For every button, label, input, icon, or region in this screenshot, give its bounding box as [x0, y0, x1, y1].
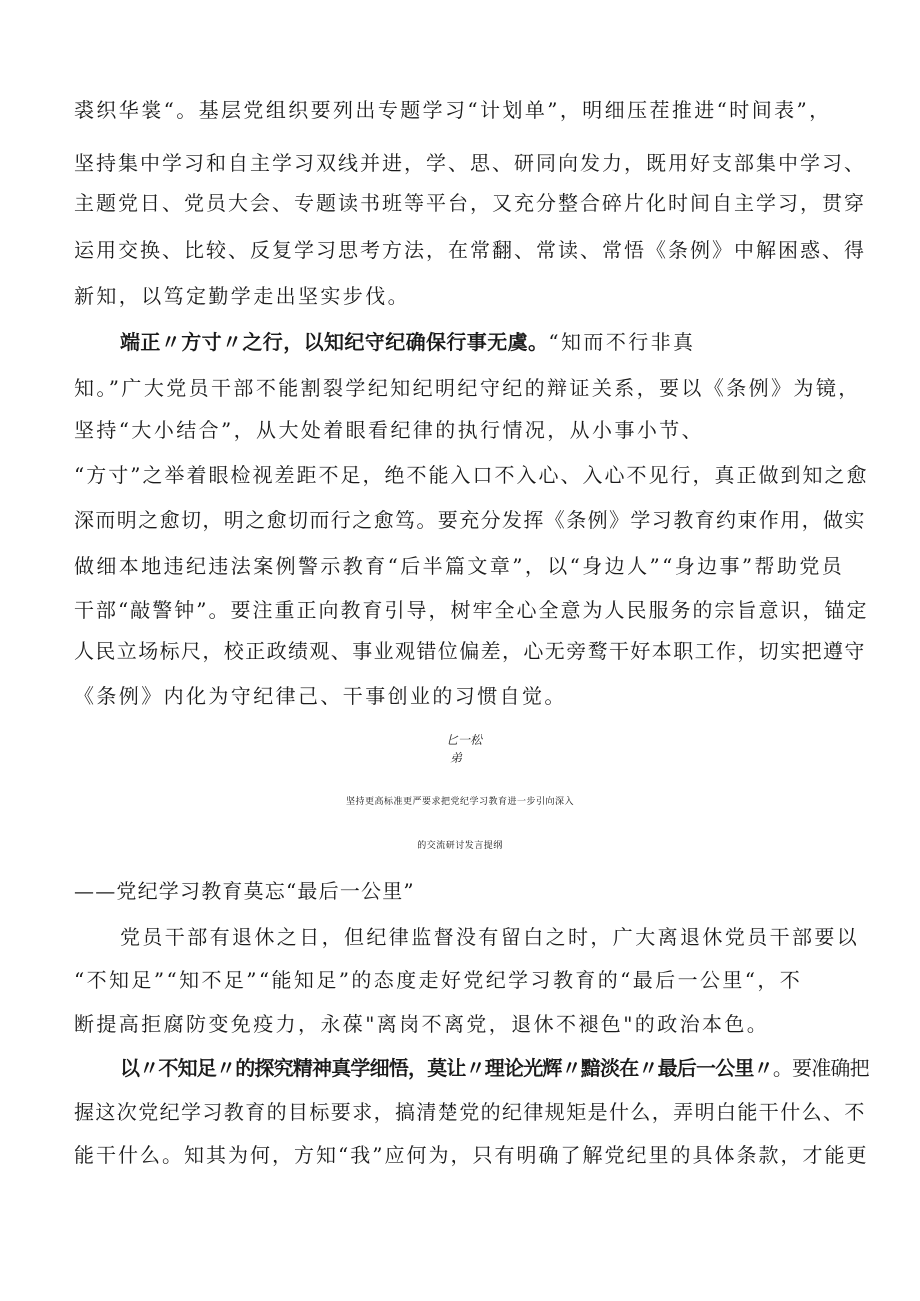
section-marker-bottom: 弟: [450, 751, 463, 765]
paragraph-line: 运用交换、比较、反复学习思考方法，在常翻、常读、常悟《条例》中解困惑、得: [74, 238, 866, 262]
paragraph-line: 坚持“大小结合”，从大处着眼看纪律的执行情况，从小事小节、: [74, 418, 705, 442]
paragraph-lead-bold: 端正〃方寸〃之行，以知纪守纪确保行事无虞。: [120, 330, 549, 354]
paragraph-line: 断提高拒腐防变免疫力，永葆"离岗不离党，退休不褪色"的政治本色。: [74, 1012, 770, 1036]
paragraph-lead-bold: 以〃不知足〃的探究精神真学细悟，莫让〃理论光辉〃黯淡在〃最后一公里〃: [120, 1056, 773, 1080]
paragraph-line: 裘织华裳“。基层党组织要列出专题学习“计划单”，明细压茬推进“时间表”，: [74, 98, 832, 122]
paragraph-line: 能干什么。知其为何，方知“我”应何为，只有明确了解党纪里的具体条款，才能更: [74, 1143, 869, 1167]
paragraph-line: 深而明之愈切，明之愈切而行之愈笃。要充分发挥《条例》学习教育约束作用，做实: [74, 508, 866, 532]
article-title-line-2: 的交流研讨发言提纲: [417, 841, 503, 851]
paragraph-lead-rest: 。要准确把: [772, 1056, 869, 1080]
paragraph-line: “方寸”之举着眼检视差距不足，绝不能入口不入心、入心不见行，真正做到知之愈: [74, 463, 869, 487]
paragraph-lead-line: [120, 328, 695, 356]
section-marker-top: 匕一松: [446, 733, 483, 747]
paragraph-line: 人民立场标尺，校正政绩观、事业观错位偏差，心无旁鹜干好本职工作，切实把遵守: [74, 639, 866, 663]
paragraph-line: 握这次党纪学习教育的目标要求，搞清楚党的纪律规矩是什么，弄明白能干什么、不: [74, 1100, 866, 1124]
paragraph-line: 坚持集中学习和自主学习双线并进，学、思、研同向发力，既用好支部集中学习、: [74, 151, 866, 175]
paragraph-lead-rest: “知而不行非真: [548, 330, 696, 354]
paragraph-line: 做细本地违纪违法案例警示教育“后半篇文章”，以“身边人”“身边事”帮助党员: [74, 554, 845, 578]
paragraph-line: 新知，以笃定勤学走出坚实步伐。: [74, 284, 410, 308]
article-title-line-1: 坚持更高标准更严要求把党纪学习教育进一步引向深入: [345, 797, 574, 807]
paragraph-line: 党员干部有退休之日，但纪律监督没有留白之时，广大离退休党员干部要以: [120, 925, 860, 949]
article-subtitle: ——党纪学习教育莫忘“最后一公里”: [74, 879, 415, 903]
paragraph-lead-line: [120, 1054, 869, 1082]
paragraph-line: 《条例》内化为守纪律己、干事创业的习惯自觉。: [74, 684, 567, 708]
paragraph-line: “不知足”“知不足”“能知足”的态度走好党纪学习教育的“最后一公里“，不: [74, 968, 803, 992]
paragraph-line: 知。”广大党员干部不能割裂学纪知纪明纪守纪的辩证关系，要以《条例》为镜，: [74, 376, 861, 400]
paragraph-line: 主题党日、党员大会、专题读书班等平台，又充分整合碎片化时间自主学习，贯穿: [74, 191, 866, 215]
paragraph-line: 干部“敲警钟”。要注重正向教育引导，树牢全心全意为人民服务的宗旨意识，锚定: [74, 598, 869, 622]
